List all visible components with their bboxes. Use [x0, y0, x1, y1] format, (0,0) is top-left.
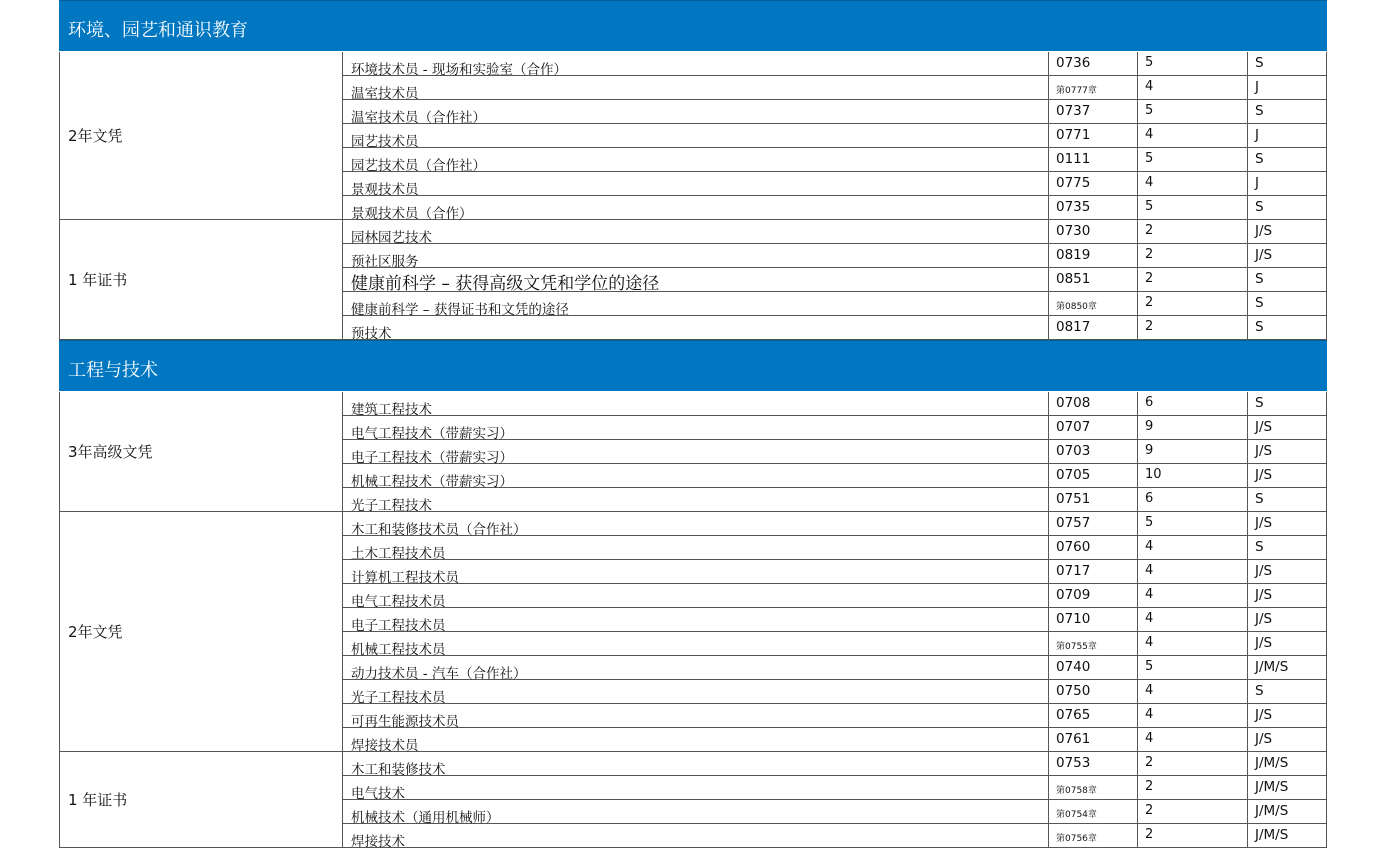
- program-code: 0760: [1048, 536, 1137, 560]
- program-intake: J: [1247, 76, 1327, 100]
- program-code: 0761: [1048, 728, 1137, 752]
- program-code: 0709: [1048, 584, 1137, 608]
- program-code: 0757: [1048, 512, 1137, 536]
- program-code: 0737: [1048, 100, 1137, 124]
- table-row: [342, 824, 1327, 848]
- program-code: 第0755章: [1048, 632, 1137, 656]
- table-row: [342, 196, 1327, 220]
- table-row: [342, 776, 1327, 800]
- group-label: 2年文凭: [59, 512, 342, 752]
- program-code: 第0850章: [1048, 292, 1137, 316]
- table-row: [342, 632, 1327, 656]
- program-duration: 2: [1137, 316, 1247, 340]
- program-name: 焊接技术: [342, 824, 1048, 848]
- program-name: 电气工程技术员: [342, 584, 1048, 608]
- program-duration: 4: [1137, 560, 1247, 584]
- section-header: 工程与技术: [59, 340, 1327, 391]
- program-duration: 5: [1137, 512, 1247, 536]
- program-code: 第0756章: [1048, 824, 1137, 848]
- program-code: 0771: [1048, 124, 1137, 148]
- table-row: [342, 392, 1327, 416]
- program-code: 0819: [1048, 244, 1137, 268]
- program-name: 焊接技术员: [342, 728, 1048, 752]
- program-intake: J/S: [1247, 416, 1327, 440]
- program-code: 0717: [1048, 560, 1137, 584]
- program-duration: 4: [1137, 76, 1247, 100]
- program-intake: S: [1247, 196, 1327, 220]
- program-duration: 6: [1137, 488, 1247, 512]
- program-intake: J/M/S: [1247, 824, 1327, 848]
- table-row: [342, 440, 1327, 464]
- program-code: 第0754章: [1048, 800, 1137, 824]
- program-name: 木工和装修技术: [342, 752, 1048, 776]
- table-row: [342, 100, 1327, 124]
- program-name: 光子工程技术员: [342, 680, 1048, 704]
- program-code: 第0758章: [1048, 776, 1137, 800]
- program-duration: 5: [1137, 100, 1247, 124]
- program-duration: 4: [1137, 728, 1247, 752]
- table-row: [342, 148, 1327, 172]
- table-row: [342, 76, 1327, 100]
- program-name: 土木工程技术员: [342, 536, 1048, 560]
- group-label: 1 年证书: [59, 752, 342, 848]
- program-duration: 4: [1137, 680, 1247, 704]
- program-name: 电子工程技术（带薪实习）: [342, 440, 1048, 464]
- program-name: 电气技术: [342, 776, 1048, 800]
- program-code: 0765: [1048, 704, 1137, 728]
- program-code: 0817: [1048, 316, 1137, 340]
- table-row: [342, 536, 1327, 560]
- program-intake: S: [1247, 536, 1327, 560]
- program-duration: 4: [1137, 124, 1247, 148]
- program-intake: S: [1247, 52, 1327, 76]
- table-row: [342, 704, 1327, 728]
- table-row: [342, 584, 1327, 608]
- program-duration: 2: [1137, 824, 1247, 848]
- program-code: 0708: [1048, 392, 1137, 416]
- table-row: [342, 244, 1327, 268]
- program-name: 园艺技术员（合作社）: [342, 148, 1048, 172]
- table-row: [342, 752, 1327, 776]
- program-intake: J/S: [1247, 584, 1327, 608]
- program-intake: J/S: [1247, 220, 1327, 244]
- program-intake: J/M/S: [1247, 800, 1327, 824]
- program-duration: 4: [1137, 704, 1247, 728]
- program-name: 园林园艺技术: [342, 220, 1048, 244]
- program-duration: 5: [1137, 148, 1247, 172]
- program-intake: J/M/S: [1247, 776, 1327, 800]
- table-row: [342, 512, 1327, 536]
- program-intake: J/S: [1247, 608, 1327, 632]
- program-intake: S: [1247, 292, 1327, 316]
- program-intake: S: [1247, 316, 1327, 340]
- program-code: 0707: [1048, 416, 1137, 440]
- program-intake: J/S: [1247, 704, 1327, 728]
- table-row: [342, 608, 1327, 632]
- program-table: [59, 0, 1327, 849]
- program-intake: J/S: [1247, 464, 1327, 488]
- program-intake: S: [1247, 488, 1327, 512]
- program-name: 环境技术员 - 现场和实验室（合作）: [342, 52, 1048, 76]
- program-name: 木工和装修技术员（合作社）: [342, 512, 1048, 536]
- program-code: 0705: [1048, 464, 1137, 488]
- program-name: 机械工程技术员: [342, 632, 1048, 656]
- program-code: 0735: [1048, 196, 1137, 220]
- program-duration: 5: [1137, 52, 1247, 76]
- program-name: 景观技术员: [342, 172, 1048, 196]
- program-name: 健康前科学 – 获得高级文凭和学位的途径: [342, 268, 1048, 292]
- table-row: [342, 268, 1327, 292]
- program-duration: 9: [1137, 416, 1247, 440]
- program-intake: S: [1247, 392, 1327, 416]
- group-label: 3年高级文凭: [59, 392, 342, 512]
- program-duration: 10: [1137, 464, 1247, 488]
- program-intake: J/S: [1247, 560, 1327, 584]
- program-intake: J: [1247, 172, 1327, 196]
- program-duration: 2: [1137, 800, 1247, 824]
- table-row: [342, 488, 1327, 512]
- program-name: 计算机工程技术员: [342, 560, 1048, 584]
- table-row: [342, 52, 1327, 76]
- program-name: 光子工程技术: [342, 488, 1048, 512]
- program-name: 景观技术员（合作）: [342, 196, 1048, 220]
- program-duration: 5: [1137, 656, 1247, 680]
- program-name: 动力技术员 - 汽车（合作社）: [342, 656, 1048, 680]
- table-row: [342, 800, 1327, 824]
- program-intake: J/M/S: [1247, 752, 1327, 776]
- program-code: 0740: [1048, 656, 1137, 680]
- program-code: 第0777章: [1048, 76, 1137, 100]
- table-row: [342, 172, 1327, 196]
- program-intake: J/S: [1247, 728, 1327, 752]
- program-code: 0710: [1048, 608, 1137, 632]
- program-duration: 2: [1137, 292, 1247, 316]
- program-intake: S: [1247, 100, 1327, 124]
- program-duration: 5: [1137, 196, 1247, 220]
- group-label: 1 年证书: [59, 220, 342, 340]
- program-name: 电气工程技术（带薪实习）: [342, 416, 1048, 440]
- program-intake: S: [1247, 148, 1327, 172]
- program-name: 机械工程技术（带薪实习）: [342, 464, 1048, 488]
- program-duration: 9: [1137, 440, 1247, 464]
- program-name: 可再生能源技术员: [342, 704, 1048, 728]
- program-duration: 2: [1137, 244, 1247, 268]
- program-duration: 4: [1137, 632, 1247, 656]
- table-row: [342, 292, 1327, 316]
- program-duration: 6: [1137, 392, 1247, 416]
- table-row: [342, 656, 1327, 680]
- program-duration: 2: [1137, 220, 1247, 244]
- program-code: 0751: [1048, 488, 1137, 512]
- section-header: 环境、园艺和通识教育: [59, 0, 1327, 51]
- program-name: 电子工程技术员: [342, 608, 1048, 632]
- program-intake: S: [1247, 268, 1327, 292]
- table-row: [342, 220, 1327, 244]
- program-intake: J/M/S: [1247, 656, 1327, 680]
- table-row: [342, 560, 1327, 584]
- table-row: [342, 728, 1327, 752]
- program-intake: J/S: [1247, 512, 1327, 536]
- table-row: [342, 316, 1327, 340]
- program-code: 0775: [1048, 172, 1137, 196]
- program-code: 0750: [1048, 680, 1137, 704]
- program-name: 温室技术员（合作社）: [342, 100, 1048, 124]
- program-duration: 4: [1137, 584, 1247, 608]
- program-name: 建筑工程技术: [342, 392, 1048, 416]
- program-code: 0851: [1048, 268, 1137, 292]
- program-name: 预技术: [342, 316, 1048, 340]
- program-intake: J/S: [1247, 440, 1327, 464]
- program-name: 预社区服务: [342, 244, 1048, 268]
- program-duration: 4: [1137, 172, 1247, 196]
- program-code: 0111: [1048, 148, 1137, 172]
- program-code: 0753: [1048, 752, 1137, 776]
- program-duration: 2: [1137, 268, 1247, 292]
- program-code: 0730: [1048, 220, 1137, 244]
- program-duration: 4: [1137, 608, 1247, 632]
- group-label: 2年文凭: [59, 52, 342, 220]
- program-duration: 2: [1137, 776, 1247, 800]
- program-name: 温室技术员: [342, 76, 1048, 100]
- program-intake: J/S: [1247, 632, 1327, 656]
- program-duration: 2: [1137, 752, 1247, 776]
- program-code: 0703: [1048, 440, 1137, 464]
- table-row: [342, 464, 1327, 488]
- table-row: [342, 416, 1327, 440]
- program-intake: J/S: [1247, 244, 1327, 268]
- program-name: 机械技术（通用机械师）: [342, 800, 1048, 824]
- program-code: 0736: [1048, 52, 1137, 76]
- table-row: [342, 680, 1327, 704]
- table-row: [342, 124, 1327, 148]
- program-duration: 4: [1137, 536, 1247, 560]
- program-name: 园艺技术员: [342, 124, 1048, 148]
- program-intake: J: [1247, 124, 1327, 148]
- program-name: 健康前科学 – 获得证书和文凭的途径: [342, 292, 1048, 316]
- program-intake: S: [1247, 680, 1327, 704]
